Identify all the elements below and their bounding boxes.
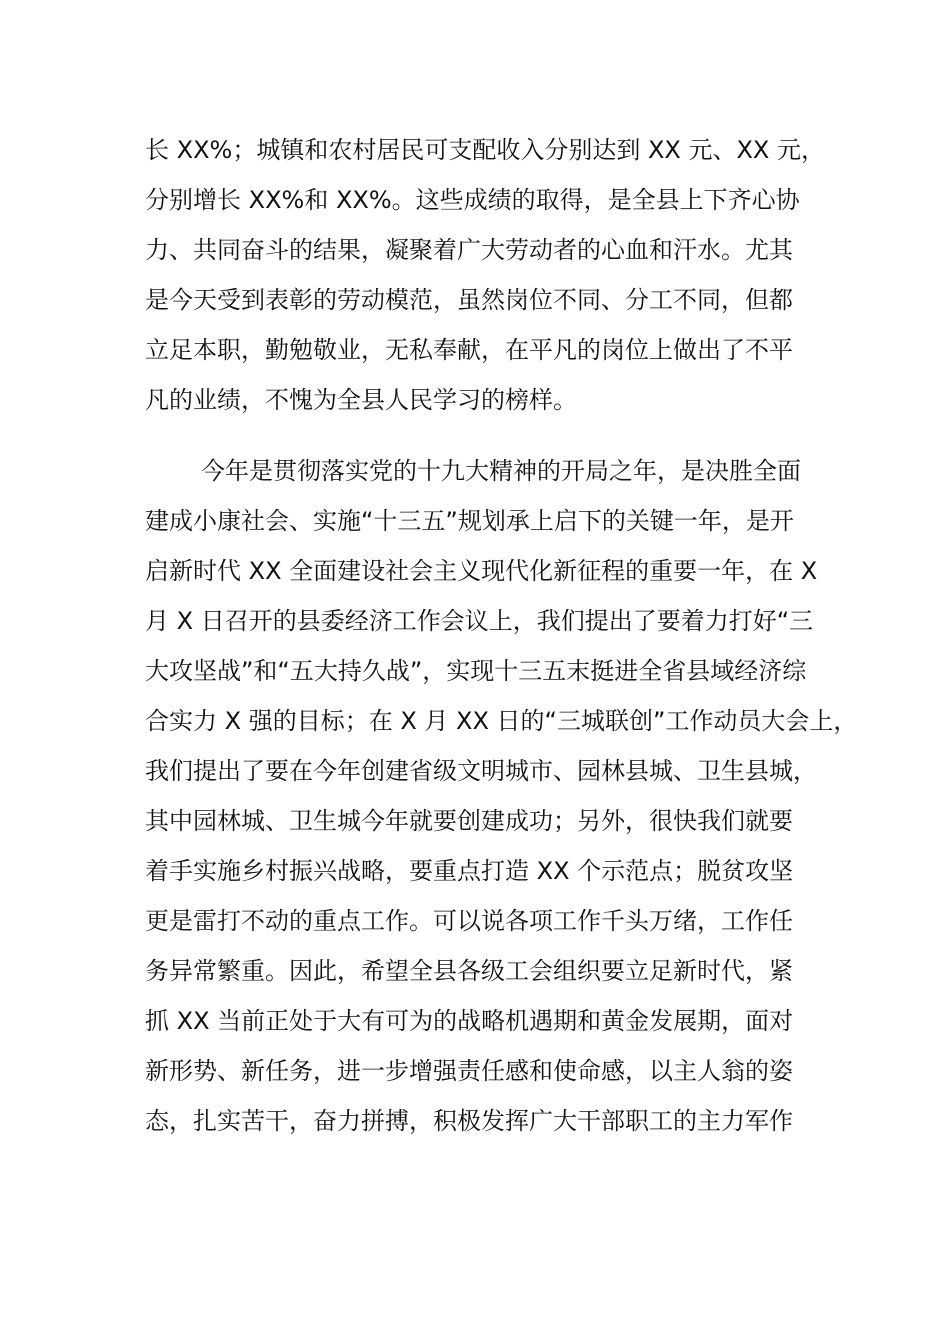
text-line: 合实力 X 强的目标；在 X 月 XX 日的“三城联创”工作动员大会上， — [145, 707, 858, 735]
text-line: 态，扎实苦干，奋力拼搏，积极发挥广大干部职工的主力军作 — [145, 1107, 793, 1135]
text-line: 立足本职，勤勉敬业，无私奉献，在平凡的岗位上做出了不平 — [145, 336, 793, 364]
text-line: 启新时代 XX 全面建设社会主义现代化新征程的重要一年，在 X — [145, 557, 818, 585]
text-line: 力、共同奋斗的结果，凝聚着广大劳动者的心血和汗水。尤其 — [145, 236, 793, 264]
text-line: 建成小康社会、实施“十三五”规划承上启下的关键一年，是开 — [145, 507, 794, 535]
paragraph-1 — [145, 125, 825, 425]
text-line: 是今天受到表彰的劳动模范，虽然岗位不同、分工不同，但都 — [145, 286, 793, 314]
text-line: 着手实施乡村振兴战略，要重点打造 XX 个示范点；脱贫攻坚 — [145, 857, 794, 885]
text-line: 我们提出了要在今年创建省级文明城市、园林县城、卫生县城， — [145, 757, 817, 785]
text-line: 今年是贯彻落实党的十九大精神的开局之年，是决胜全面 — [201, 457, 801, 485]
text-line: 其中园林城、卫生城今年就要创建成功；另外，很快我们就要 — [145, 807, 793, 835]
text-line: 更是雷打不动的重点工作。可以说各项工作千头万绪，工作任 — [145, 907, 793, 935]
text-line: 务异常繁重。因此，希望全县各级工会组织要立足新时代，紧 — [145, 957, 793, 985]
text-line: 抓 XX 当前正处于大有可为的战略机遇期和黄金发展期，面对 — [145, 1007, 794, 1035]
text-line: 凡的业绩，不愧为全县人民学习的榜样。 — [145, 386, 577, 414]
paragraph-2 — [145, 446, 858, 1146]
text-line: 分别增长 XX%和 XX%。这些成绩的取得，是全县上下齐心协 — [145, 186, 800, 214]
text-line: 长 XX%；城镇和农村居民可支配收入分别达到 XX 元、XX 元， — [145, 136, 825, 164]
text-line: 新形势、新任务，进一步增强责任感和使命感，以主人翁的姿 — [145, 1057, 793, 1085]
text-line: 月 X 日召开的县委经济工作会议上，我们提出了要着力打好“三 — [145, 607, 814, 635]
text-line: 大攻坚战”和“五大持久战”，实现十三五末挺进全省县域经济综 — [145, 657, 807, 685]
